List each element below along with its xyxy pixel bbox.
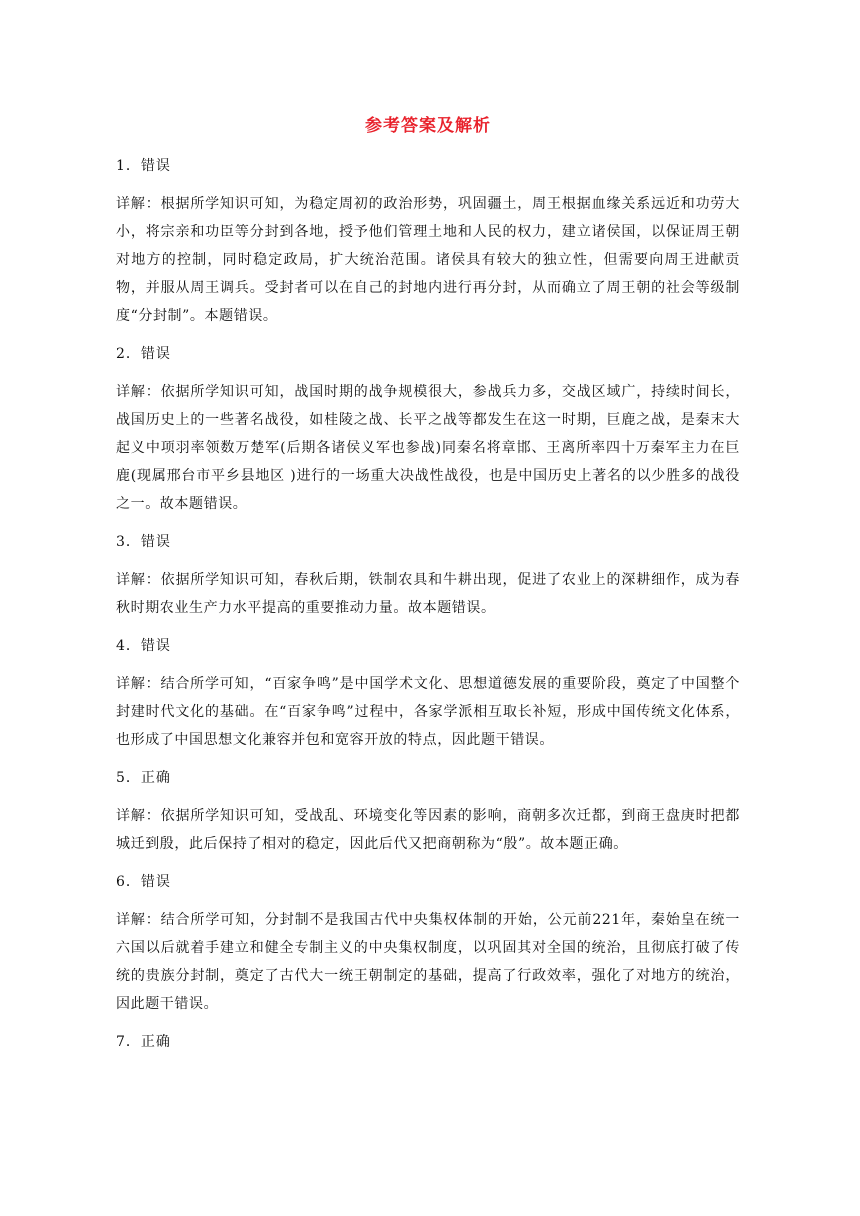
answer-heading: 1．错误 <box>116 158 171 174</box>
answer-item-2 <box>116 344 740 518</box>
answer-detail: 详解：依据所学知识可知，战国时期的战争规模很大，参战兵力多，交战区域广，持续时间长，战国历史上的一些著名战役，如桂陵之战、长平之战等都发生在这一时期，巨鹿之战，是秦末大起义中项羽率领数万楚军(后期各诸侯义军也参战)同秦名将章邯、王离所率四十万秦军主力在巨鹿(现属邢台市平乡县地区 )进行的一场重大决战性战役，也是中国历史上著名的以少胜多的战役之一。故本题错误。 <box>116 384 740 512</box>
answer-detail: 详解：结合所学可知，分封制不是我国古代中央集权体制的开始，公元前221年，秦始皇在统一六国以后就着手建立和健全专制主义的中央集权制度，以巩固其对全国的统治，且彻底打破了传统的贵族分封制，奠定了古代大一统王朝制定的基础，提高了行政效率，强化了对地方的统治，因此题干错误。 <box>116 912 740 1012</box>
answer-item-4 <box>116 636 740 754</box>
answer-item-6 <box>116 872 740 1018</box>
answer-detail: 详解：根据所学知识可知，为稳定周初的政治形势，巩固疆土，周王根据血缘关系远近和功劳大小，将宗亲和功臣等分封到各地，授予他们管理土地和人民的权力，建立诸侯国，以保证周王朝对地方的控制，同时稳定政局，扩大统治范围。诸侯具有较大的独立性，但需要向周王进献贡物，并服从周王调兵。受封者可以在自己的封地内进行再分封，从而确立了周王朝的社会等级制度“分封制”。本题错误。 <box>116 196 740 324</box>
answer-heading: 3．错误 <box>116 534 171 550</box>
answer-heading: 6．错误 <box>116 874 171 890</box>
answer-detail: 详解：依据所学知识可知，受战乱、环境变化等因素的影响，商朝多次迁都，到商王盘庚时把都城迁到殷，此后保持了相对的稳定，因此后代又把商朝称为“殷”。故本题正确。 <box>116 808 740 852</box>
answer-item-3 <box>116 532 740 622</box>
page-title: 参考答案及解析 <box>365 116 491 136</box>
answer-heading: 4．错误 <box>116 638 171 654</box>
answer-heading: 7．正确 <box>116 1034 171 1050</box>
answer-heading: 2．错误 <box>116 346 171 362</box>
answer-item-1 <box>116 156 740 330</box>
answer-heading: 5．正确 <box>116 770 171 786</box>
answer-detail: 详解：结合所学可知，“百家争鸣”是中国学术文化、思想道德发展的重要阶段，奠定了中国整个封建时代文化的基础。在“百家争鸣”过程中，各家学派相互取长补短，形成中国传统文化体系，也形成了中国思想文化兼容并包和宽容开放的特点，因此题干错误。 <box>116 676 740 748</box>
answer-item-7 <box>116 1032 740 1052</box>
answer-detail: 详解：依据所学知识可知，春秋后期，铁制农具和牛耕出现，促进了农业上的深耕细作，成为春秋时期农业生产力水平提高的重要推动力量。故本题错误。 <box>116 572 740 616</box>
answer-item-5 <box>116 768 740 858</box>
